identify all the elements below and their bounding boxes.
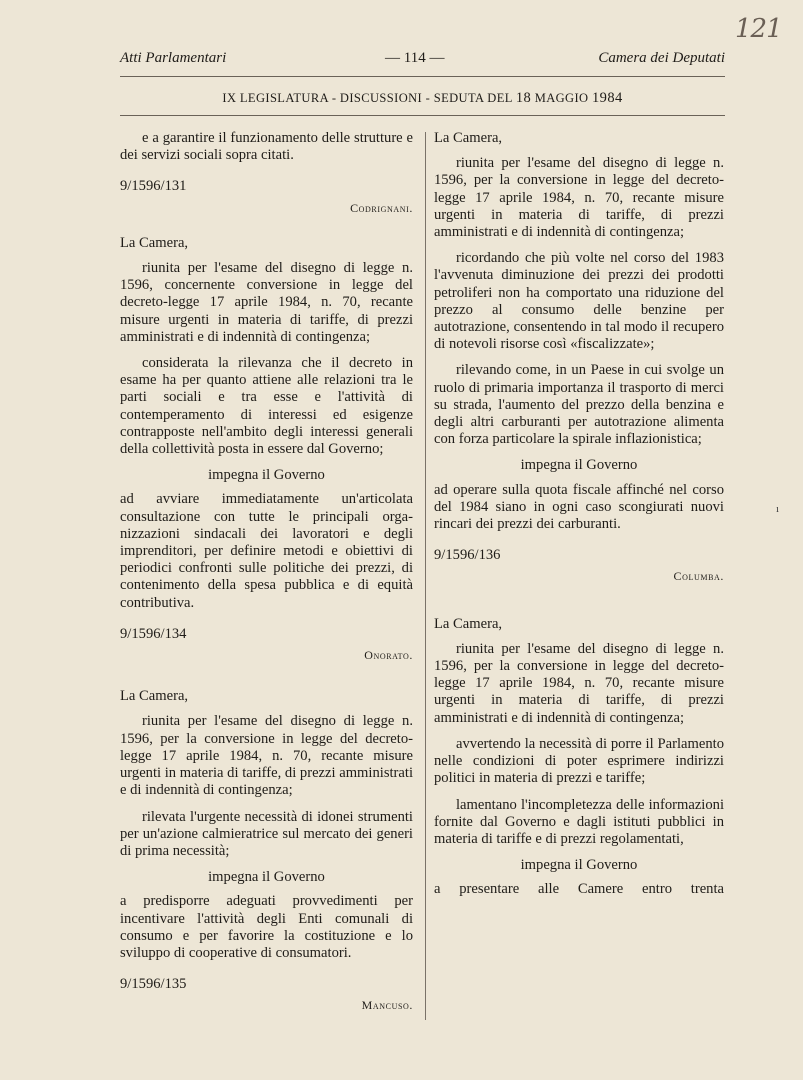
page-number: — 114 — [385,50,445,66]
commitment-heading: impegna il Governo [520,857,638,874]
paragraph: riunita per l'esame del disegno di legge n. 1596, per la conversione in legge del decreto-legge 17 aprile 1984, n. 70, recante misure urgenti in materia di tariffe, di prezzi amministrati e di indennità di contingenza; [434,640,724,726]
signatory: Onorato. [364,648,413,663]
section-label: La Camera, [434,130,503,146]
commitment-heading: impegna il Governo [520,457,638,474]
section-label: La Camera, [120,234,189,251]
order-code: 9/1596/134 [120,625,187,642]
subheader-day: 18 [515,90,532,106]
header-left: Atti Parlamentari [120,50,227,66]
subheader-rule [120,115,725,116]
paragraph: a presentare alle Camere entro trenta [434,881,724,898]
section-label: La Camera, [434,615,503,632]
subheader-month: MAGGIO [534,91,589,105]
paragraph: avvertendo la necessità di porre il Parlamento nelle condizioni di poter esprimere indirizzi politici in materia di prezzi e tariffe; [434,735,724,787]
margin-mark: ı [776,503,780,515]
handwritten-page-number: 121 [735,14,782,44]
header-right: Camera dei Deputati [598,50,725,66]
paragraph: riunita per l'esame del disegno di legge n. 1596, concernente conversione in legge del decreto-legge 17 aprile 1984, n. 70, recante misure urgenti in materia di tariffe, di prezzi amministrati e di indennità di contingenza; [120,260,413,345]
paragraph: rilevata l'urgente necessità di idonei strumenti per un'azione calmieratrice sul mercato dei generi di prima necessità; [120,808,413,859]
session-subheader [120,90,725,107]
paragraph: e a garantire il funzionamento delle strutture e dei servizi sociali sopra citati. [120,130,413,164]
paragraph: ad operare sulla quota fiscale affinché nel corso del 1984 siano in ogni caso scongiurati nuovi rincari dei prezzi dei carburanti. [434,481,724,533]
paragraph: a predisporre adeguati provvedimenti per incentivare l'attività degli Enti comunali di consumo e per favorire la costituzione e lo sviluppo di cooperative di consumatori. [120,893,413,961]
commitment-heading: impegna il Governo [208,869,325,886]
order-code: 9/1596/136 [434,547,501,564]
paragraph: ad avviare immediatamente un'articolata consultazione con tutte le principali organizzazioni sindacali dei lavoratori e degli imprenditori, per definire metodi e obiettivi di periodici confronti sulle politiche dei prezzi, di contenimento della spesa pubblica e di equità contributiva. [120,491,413,611]
header-rule [120,76,725,77]
paragraph: ricordando che più volte nel corso del 1983 l'avvenuta diminuzione dei prezzi dei prodotti petroliferi non ha comportato una riduzione del prezzo al consumo delle benzine per autotrazione, consentendo in tal modo il recupero di notevoli risorse così «fiscalizzate»; [434,250,724,353]
left-column [120,130,413,1025]
column-divider [425,132,426,1020]
paragraph: considerata la rilevanza che il decreto in esame ha per quanto attiene alle relazioni tra le parti sociali e tra esse e l'attività di contemperamento di interessi ed esigenze contrapposte nell'ambito degli interessi generali della collettività posta in essere dal Governo; [120,355,413,458]
section-label: La Camera, [120,688,189,705]
subheader-prefix: IX LEGISLATURA - DISCUSSIONI - SEDUTA DEL [222,91,513,105]
commitment-heading: impegna il Governo [208,467,325,484]
order-code: 9/1596/131 [120,178,187,195]
subheader-year: 1984 [592,90,623,106]
paragraph: rilevando come, in un Paese in cui svolge un ruolo di primaria importanza il trasporto di merci su strada, l'aumento del prezzo della benzina e degli altri carburanti per autotrazione alimenta con forza particolare la spirale inflazionistica; [434,362,724,448]
signatory: Codrignani. [350,200,413,215]
paragraph: riunita per l'esame del disegno di legge n. 1596, per la conversione in legge del decreto-legge 17 aprile 1984, n. 70, recante misure urgenti in materia di tariffe, di prezzi amministrati e di indennità di contingenza; [434,155,724,241]
paragraph: lamentano l'incompletezza delle informazioni fornite dal Governo e dagli istituti pubblici in materia di tariffe e di prezzi regolamentati, [434,796,724,847]
right-column [434,130,724,908]
running-header [120,50,725,72]
order-code: 9/1596/135 [120,976,187,993]
signatory: Mancuso. [361,998,413,1013]
paragraph: riunita per l'esame del disegno di legge n. 1596, per la conversione in legge del decreto-legge 17 aprile 1984, n. 70, recante misure urgenti in materia di tariffe, di prezzi amministrati e di indennità di contingenza; [120,713,413,799]
signatory: Columba. [673,569,724,584]
